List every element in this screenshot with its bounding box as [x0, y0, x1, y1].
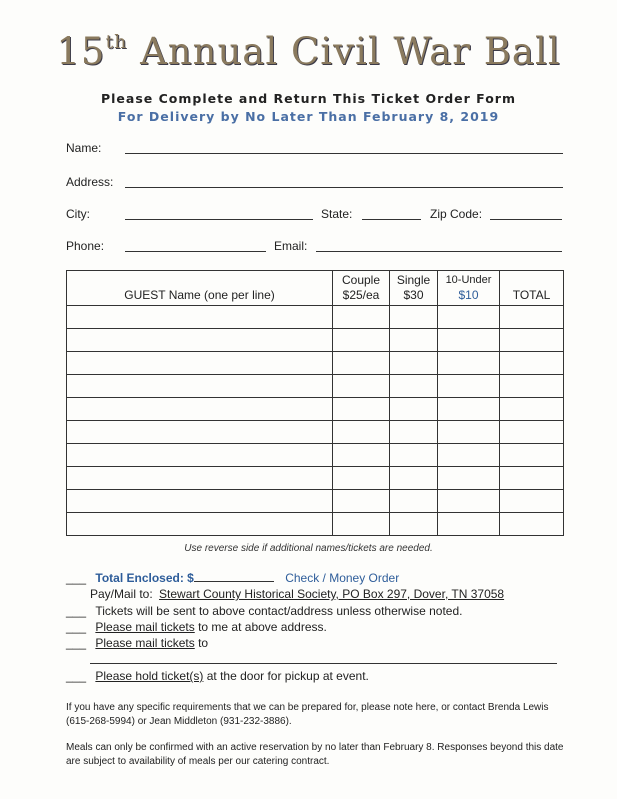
guest-rows	[67, 306, 564, 536]
single-qty-cell[interactable]	[390, 467, 438, 490]
form-title	[0, 30, 617, 73]
phone-field-line[interactable]	[125, 251, 266, 252]
guest-name-cell[interactable]	[67, 444, 333, 467]
total-cell[interactable]	[500, 375, 564, 398]
name-label: Name:	[66, 141, 102, 155]
single-qty-cell[interactable]	[390, 444, 438, 467]
option-default-text: Tickets will be sent to above contact/address unless otherwise noted.	[95, 604, 463, 618]
pay-mail-address: Stewart County Historical Society, PO Box 297, Dover, TN 37058	[159, 587, 505, 601]
zip-field-line[interactable]	[490, 219, 562, 220]
title-text: Annual Civil War Ball	[140, 30, 561, 73]
single-qty-cell[interactable]	[390, 329, 438, 352]
total-cell[interactable]	[500, 513, 564, 536]
total-amount-field[interactable]	[194, 581, 274, 582]
option-default-blank[interactable]: ___	[66, 604, 87, 618]
under-qty-cell[interactable]	[438, 444, 500, 467]
option-mail-to-blank[interactable]: ___	[66, 636, 87, 650]
delivery-deadline: For Delivery by No Later Than February 8, 2019	[117, 109, 500, 124]
total-enclosed-label: Total Enclosed: $	[95, 571, 194, 585]
guest-row	[67, 421, 564, 444]
email-field-line[interactable]	[316, 251, 562, 252]
under-qty-cell[interactable]	[438, 329, 500, 352]
guest-table	[66, 270, 564, 536]
under-price: $10	[458, 288, 479, 302]
pay-mail-label: Pay/Mail to:	[90, 587, 153, 601]
guest-name-cell[interactable]	[67, 513, 333, 536]
guest-row	[67, 513, 564, 536]
meals-note: Meals can only be confirmed with an active reservation by no later than February 8. Responses beyond this date are subject to availability of meals per our catering contract.	[66, 742, 564, 767]
option-mail-to-row	[66, 636, 208, 650]
total-cell[interactable]	[500, 467, 564, 490]
single-header	[390, 271, 438, 306]
total-check-blank[interactable]: ___	[66, 571, 87, 585]
under-qty-cell[interactable]	[438, 352, 500, 375]
state-field-line[interactable]	[362, 219, 421, 220]
guest-name-header: GUEST Name (one per line)	[67, 271, 333, 306]
couple-qty-cell[interactable]	[333, 467, 390, 490]
total-cell[interactable]	[500, 352, 564, 375]
guest-row	[67, 490, 564, 513]
payment-method: Check / Money Order	[285, 571, 400, 585]
guest-name-cell[interactable]	[67, 398, 333, 421]
total-cell[interactable]	[500, 398, 564, 421]
couple-qty-cell[interactable]	[333, 329, 390, 352]
form-subtitle: Please Complete and Return This Ticket Order Form	[100, 91, 516, 106]
under-qty-cell[interactable]	[438, 421, 500, 444]
couple-qty-cell[interactable]	[333, 352, 390, 375]
under-qty-cell[interactable]	[438, 375, 500, 398]
guest-name-cell[interactable]	[67, 490, 333, 513]
under-title: 10-Under	[445, 274, 492, 286]
couple-qty-cell[interactable]	[333, 490, 390, 513]
guest-name-cell[interactable]	[67, 421, 333, 444]
option-hold-blank[interactable]: ___	[66, 669, 87, 683]
under-qty-cell[interactable]	[438, 398, 500, 421]
guest-row	[67, 467, 564, 490]
requirements-note: If you have any specific requirements that we can be prepared for, please note here, or contact Brenda Lewis (615-268-5994) or Jean Middleton (931-232-3886).	[66, 702, 549, 727]
name-field-line[interactable]	[125, 153, 563, 154]
title-ordinal: 15	[56, 30, 106, 73]
guest-name-cell[interactable]	[67, 375, 333, 398]
option-mail-me-row	[66, 620, 327, 634]
total-cell[interactable]	[500, 444, 564, 467]
couple-title: Couple	[341, 273, 381, 287]
zip-label: Zip Code:	[430, 207, 483, 221]
city-label: City:	[66, 207, 90, 221]
single-price: $30	[403, 288, 424, 302]
option-mail-me-blank[interactable]: ___	[66, 620, 87, 634]
total-cell[interactable]	[500, 306, 564, 329]
total-header: TOTAL	[500, 271, 564, 306]
couple-header	[333, 271, 390, 306]
under-qty-cell[interactable]	[438, 513, 500, 536]
guest-row	[67, 306, 564, 329]
phone-label: Phone:	[66, 239, 105, 253]
under-header	[438, 271, 500, 306]
single-title: Single	[396, 273, 431, 287]
under-qty-cell[interactable]	[438, 467, 500, 490]
single-qty-cell[interactable]	[390, 421, 438, 444]
state-label: State:	[321, 207, 353, 221]
under-qty-cell[interactable]	[438, 306, 500, 329]
option-default-row	[66, 604, 462, 618]
couple-qty-cell[interactable]	[333, 398, 390, 421]
single-qty-cell[interactable]	[390, 375, 438, 398]
title-ordinal-suffix: th	[105, 31, 128, 53]
couple-qty-cell[interactable]	[333, 375, 390, 398]
option-mail-me-text: to me at above address.	[194, 620, 327, 634]
total-cell[interactable]	[500, 329, 564, 352]
email-label: Email:	[274, 239, 308, 253]
single-qty-cell[interactable]	[390, 398, 438, 421]
reverse-side-note: Use reverse side if additional names/tickets are needed.	[184, 543, 433, 554]
single-qty-cell[interactable]	[390, 306, 438, 329]
couple-qty-cell[interactable]	[333, 513, 390, 536]
guest-name-cell[interactable]	[67, 352, 333, 375]
guest-table-header	[67, 271, 564, 306]
address-field-line[interactable]	[125, 187, 563, 188]
single-qty-cell[interactable]	[390, 513, 438, 536]
option-hold-row	[66, 669, 369, 683]
guest-name-cell[interactable]	[67, 306, 333, 329]
total-cell[interactable]	[500, 421, 564, 444]
under-qty-cell[interactable]	[438, 490, 500, 513]
option-mail-to-text: to	[194, 636, 209, 650]
option-hold-text: at the door for pickup at event.	[203, 669, 369, 683]
address-label: Address:	[66, 175, 114, 189]
couple-price: $25/ea	[342, 288, 380, 302]
option-mail-me-link: Please mail tickets	[95, 620, 195, 634]
guest-row	[67, 329, 564, 352]
couple-qty-cell[interactable]	[333, 444, 390, 467]
couple-qty-cell[interactable]	[333, 421, 390, 444]
single-qty-cell[interactable]	[390, 352, 438, 375]
option-mail-to-link: Please mail tickets	[95, 636, 195, 650]
single-qty-cell[interactable]	[390, 490, 438, 513]
couple-qty-cell[interactable]	[333, 306, 390, 329]
guest-row	[67, 398, 564, 421]
pay-mail-row	[90, 587, 504, 601]
guest-name-cell[interactable]	[67, 467, 333, 490]
city-field-line[interactable]	[125, 219, 313, 220]
guest-row	[67, 352, 564, 375]
guest-name-cell[interactable]	[67, 329, 333, 352]
total-cell[interactable]	[500, 490, 564, 513]
mail-to-address-line[interactable]	[90, 663, 557, 664]
total-enclosed-row	[66, 571, 399, 585]
option-hold-link: Please hold ticket(s)	[95, 669, 204, 683]
guest-row	[67, 375, 564, 398]
guest-row	[67, 444, 564, 467]
